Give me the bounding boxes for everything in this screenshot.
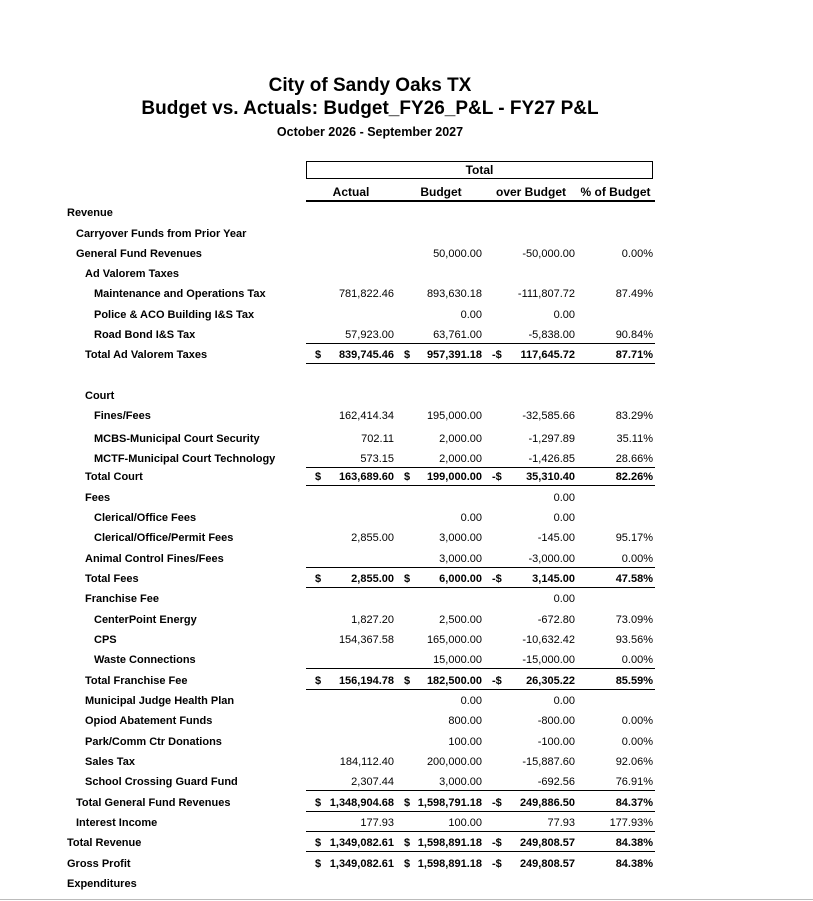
cell-over: 249,886.50 [519, 797, 575, 809]
cell-pct: 177.93% [609, 817, 653, 829]
cell-over: 249,808.57 [519, 837, 575, 849]
row-label: Total Franchise Fee [85, 675, 188, 687]
cell-over: -15,000.00 [522, 654, 575, 666]
cell-budget: 3,000.00 [439, 553, 482, 565]
cell-actual: 1,349,082.61 [329, 837, 394, 849]
cell-over: 0.00 [553, 492, 575, 504]
table-row [0, 531, 813, 545]
table-row [0, 389, 813, 403]
row-label: Interest Income [76, 817, 158, 829]
row-label: Revenue [67, 207, 113, 219]
table-row [0, 653, 813, 667]
row-label: Opiod Abatement Funds [85, 715, 213, 727]
cell-budget: 195,000.00 [426, 410, 482, 422]
cell-budget: 800.00 [448, 715, 482, 727]
cell-actual: 702.11 [361, 433, 394, 445]
table-row [0, 735, 813, 749]
table-row [0, 755, 813, 769]
row-label: School Crossing Guard Fund [85, 776, 238, 788]
cell-budget: 100.00 [448, 817, 482, 829]
cell-pct: 0.00% [621, 736, 653, 748]
row-label: Road Bond I&S Tax [94, 329, 196, 341]
cell-over: 0.00 [553, 695, 575, 707]
table-row [0, 694, 813, 708]
column-header-over-budget: over Budget [495, 185, 566, 199]
table-row [0, 796, 813, 810]
cell-over: -672.80 [537, 614, 575, 626]
row-label: Total Fees [85, 573, 139, 585]
currency-symbol: $ [315, 837, 322, 849]
cell-pct: 82.26% [615, 471, 653, 483]
currency-symbol: -$ [492, 349, 502, 361]
cell-budget: 0.00 [460, 309, 482, 321]
row-label: Clerical/Office Fees [94, 512, 197, 524]
row-rule [306, 343, 655, 344]
row-label: Total Ad Valorem Taxes [85, 349, 208, 361]
row-label: Court [85, 390, 115, 402]
cell-over: -692.56 [537, 776, 575, 788]
cell-budget: 199,000.00 [426, 471, 482, 483]
cell-actual: 162,414.34 [338, 410, 394, 422]
cell-pct: 90.84% [615, 329, 653, 341]
cell-over: 0.00 [553, 512, 575, 524]
currency-symbol: $ [315, 797, 322, 809]
cell-over: 249,808.57 [519, 858, 575, 870]
row-rule [306, 485, 655, 486]
table-row [0, 432, 813, 446]
currency-symbol: $ [315, 858, 322, 870]
cell-pct: 73.09% [615, 614, 653, 626]
cell-actual: 781,822.46 [338, 288, 394, 300]
cell-budget: 63,761.00 [433, 329, 482, 341]
cell-over: 26,305.22 [526, 675, 575, 687]
table-row [0, 491, 813, 505]
cell-over: -5,838.00 [528, 329, 575, 341]
currency-symbol: $ [404, 837, 411, 849]
table-row [0, 552, 813, 566]
currency-symbol: $ [315, 675, 322, 687]
row-label: Animal Control Fines/Fees [85, 553, 224, 565]
cell-over: -10,632.42 [522, 634, 575, 646]
cell-over: 0.00 [553, 309, 575, 321]
cell-pct: 83.29% [615, 410, 653, 422]
row-label: Municipal Judge Health Plan [85, 695, 235, 707]
currency-symbol: $ [404, 858, 411, 870]
cell-pct: 85.59% [615, 675, 653, 687]
row-label: Maintenance and Operations Tax [94, 288, 266, 300]
cell-pct: 28.66% [615, 453, 653, 465]
cell-over: -15,887.60 [522, 756, 575, 768]
cell-actual: 184,112.40 [339, 756, 394, 768]
cell-budget: 50,000.00 [433, 248, 482, 260]
row-label: MCTF-Municipal Court Technology [94, 453, 276, 465]
cell-actual: 154,367.58 [338, 634, 394, 646]
currency-symbol: -$ [492, 471, 502, 483]
currency-symbol: $ [404, 573, 411, 585]
cell-budget: 1,598,891.18 [417, 858, 482, 870]
cell-over: 77.93 [547, 817, 575, 829]
table-row [0, 267, 813, 281]
row-rule [306, 831, 655, 832]
row-label: Park/Comm Ctr Donations [85, 736, 222, 748]
cell-pct: 87.49% [615, 288, 653, 300]
cell-actual: 1,349,082.61 [329, 858, 394, 870]
row-label: CPS [94, 634, 117, 646]
row-label: MCBS-Municipal Court Security [94, 433, 260, 445]
cell-actual: 2,307.44 [351, 776, 394, 788]
column-header-budget: Budget [420, 185, 462, 199]
cell-pct: 47.58% [615, 573, 653, 585]
currency-symbol: $ [404, 797, 411, 809]
table-row [0, 633, 813, 647]
currency-symbol: -$ [492, 797, 502, 809]
cell-over: -145.00 [537, 532, 575, 544]
report-title: Budget vs. Actuals: Budget_FY26_P&L - FY27 P&L [141, 98, 599, 119]
cell-budget: 957,391.18 [426, 349, 482, 361]
cell-actual: 839,745.46 [338, 349, 394, 361]
row-rule [306, 790, 655, 791]
cell-pct: 84.37% [615, 797, 653, 809]
row-label: Total General Fund Revenues [76, 797, 231, 809]
table-row [0, 592, 813, 606]
cell-pct: 35.11% [616, 433, 653, 445]
row-label: Expenditures [67, 878, 137, 890]
row-label: Ad Valorem Taxes [85, 268, 179, 280]
table-row [0, 613, 813, 627]
cell-actual: 1,827.20 [351, 614, 394, 626]
row-label: Sales Tax [85, 756, 135, 768]
cell-budget: 3,000.00 [439, 532, 482, 544]
cell-budget: 100.00 [448, 736, 482, 748]
cell-budget: 1,598,891.18 [417, 837, 482, 849]
row-rule [306, 689, 655, 690]
table-row [0, 247, 813, 261]
column-header-pct-budget: % of Budget [580, 185, 651, 199]
table-row [0, 470, 813, 484]
currency-symbol: -$ [492, 837, 502, 849]
cell-pct: 76.91% [615, 776, 653, 788]
table-row [0, 227, 813, 241]
cell-budget: 182,500.00 [426, 675, 482, 687]
cell-actual: 156,194.78 [338, 675, 394, 687]
table-row [0, 857, 813, 871]
cell-over: -50,000.00 [522, 248, 575, 260]
table-row [0, 409, 813, 423]
cell-budget: 3,000.00 [439, 776, 482, 788]
table-row [0, 206, 813, 220]
table-row [0, 877, 813, 891]
cell-budget: 200,000.00 [426, 756, 482, 768]
currency-symbol: $ [404, 675, 411, 687]
row-label: CenterPoint Energy [94, 614, 197, 626]
row-label: Waste Connections [94, 654, 196, 666]
cell-actual: 2,855.00 [351, 532, 394, 544]
cell-pct: 92.06% [615, 756, 653, 768]
cell-pct: 93.56% [615, 634, 653, 646]
row-rule [306, 467, 655, 468]
row-label: Gross Profit [67, 858, 131, 870]
row-label: Total Revenue [67, 837, 142, 849]
row-label: Franchise Fee [85, 593, 159, 605]
cell-over: -100.00 [537, 736, 575, 748]
table-row [0, 328, 813, 342]
row-label: Carryover Funds from Prior Year [76, 228, 247, 240]
row-label: General Fund Revenues [76, 248, 202, 260]
cell-pct: 0.00% [621, 715, 653, 727]
row-label: Clerical/Office/Permit Fees [94, 532, 234, 544]
cell-over: -800.00 [537, 715, 575, 727]
row-label: Police & ACO Building I&S Tax [94, 309, 255, 321]
cell-actual: 573.15 [360, 453, 394, 465]
currency-symbol: $ [404, 471, 411, 483]
table-row [0, 816, 813, 830]
cell-budget: 15,000.00 [433, 654, 482, 666]
column-header-actual: Actual [332, 185, 370, 199]
cell-budget: 6,000.00 [439, 573, 482, 585]
cell-actual: 2,855.00 [351, 573, 394, 585]
cell-over: -1,426.85 [528, 453, 575, 465]
cell-budget: 2,500.00 [439, 614, 482, 626]
table-row [0, 308, 813, 322]
currency-symbol: -$ [492, 573, 502, 585]
page-bottom-edge [0, 899, 813, 900]
cell-actual: 1,348,904.68 [329, 797, 394, 809]
cell-pct: 84.38% [615, 837, 653, 849]
table-row [0, 714, 813, 728]
report-period: October 2026 - September 2027 [276, 125, 464, 139]
row-label: Fines/Fees [94, 410, 151, 422]
cell-actual: 177.93 [360, 817, 394, 829]
cell-pct: 0.00% [621, 654, 653, 666]
row-label: Total Court [85, 471, 143, 483]
row-rule [306, 851, 655, 852]
cell-actual: 163,689.60 [338, 471, 394, 483]
cell-budget: 1,598,791.18 [417, 797, 482, 809]
cell-over: 0.00 [553, 593, 575, 605]
row-rule [306, 811, 655, 812]
cell-actual: 57,923.00 [345, 329, 394, 341]
cell-budget: 893,630.18 [426, 288, 482, 300]
cell-budget: 2,000.00 [439, 433, 482, 445]
table-row [0, 775, 813, 789]
cell-pct: 87.71% [615, 349, 653, 361]
table-row [0, 511, 813, 525]
cell-over: 117,645.72 [520, 349, 575, 361]
cell-over: 35,310.40 [526, 471, 575, 483]
row-rule [306, 567, 655, 568]
cell-budget: 2,000.00 [439, 453, 482, 465]
table-row [0, 287, 813, 301]
cell-over: -32,585.66 [522, 410, 575, 422]
cell-over: -111,807.72 [517, 288, 575, 300]
cell-budget: 165,000.00 [426, 634, 482, 646]
row-rule [306, 668, 655, 669]
table-row [0, 836, 813, 850]
cell-pct: 84.38% [615, 858, 653, 870]
currency-symbol: $ [315, 349, 322, 361]
currency-symbol: -$ [492, 675, 502, 687]
cell-pct: 95.17% [615, 532, 653, 544]
row-label: Fees [85, 492, 111, 504]
table-row [0, 674, 813, 688]
table-row [0, 348, 813, 362]
table-row [0, 452, 813, 466]
cell-over: 3,145.00 [532, 573, 575, 585]
row-rule [306, 587, 655, 588]
cell-budget: 0.00 [460, 512, 482, 524]
currency-symbol: $ [404, 349, 411, 361]
currency-symbol: -$ [492, 858, 502, 870]
total-group-header: Total [306, 161, 653, 179]
cell-budget: 0.00 [460, 695, 482, 707]
report-company-title: City of Sandy Oaks TX [268, 75, 472, 96]
cell-over: -1,297.89 [528, 433, 575, 445]
currency-symbol: $ [315, 471, 322, 483]
cell-pct: 0.00% [621, 248, 653, 260]
table-row [0, 572, 813, 586]
cell-pct: 0.00% [621, 553, 653, 565]
cell-over: -3,000.00 [528, 553, 575, 565]
currency-symbol: $ [315, 573, 322, 585]
row-rule [306, 363, 655, 364]
